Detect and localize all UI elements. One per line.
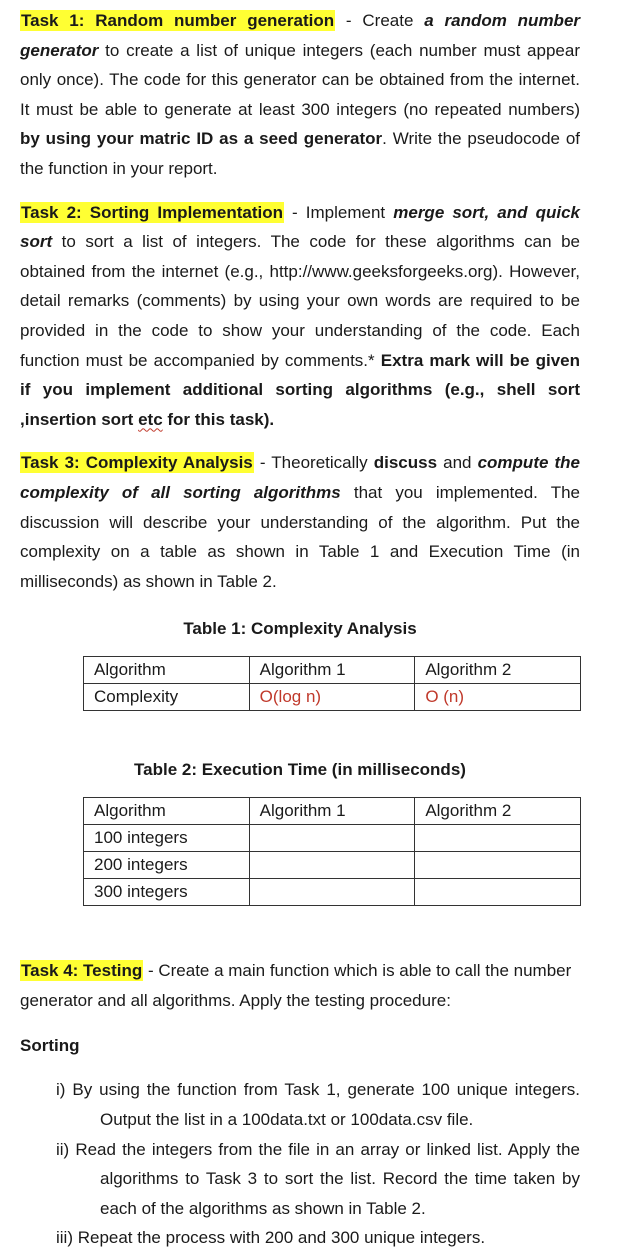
task1-heading: Task 1: Random number generation bbox=[21, 11, 335, 30]
testing-steps bbox=[20, 1075, 580, 1253]
table1-complexity bbox=[83, 656, 581, 711]
emphasis: merge sort, and quick sort bbox=[20, 202, 580, 252]
task1-paragraph bbox=[20, 6, 580, 184]
table-cell: 200 integers bbox=[84, 852, 250, 879]
table-cell: Algorithm bbox=[84, 798, 250, 825]
text: - Implement bbox=[283, 202, 394, 222]
task3-heading: Task 3: Complexity Analysis bbox=[21, 453, 253, 473]
list-item: i) By using the function from Task 1, generate 100 unique integers. Output the list in a 100data.txt or 100data.csv file. bbox=[56, 1080, 580, 1130]
table-row bbox=[84, 852, 581, 879]
text: to create a list of unique integers (each number must appear only once). The code for this generator can be obtained from the internet. It must be able to generate at least 300 integers (no repeated numbers) bbox=[20, 40, 580, 119]
table-cell: Algorithm 1 bbox=[249, 798, 415, 825]
table1-caption: Table 1: Complexity Analysis bbox=[183, 619, 417, 639]
bold-text: discuss bbox=[373, 453, 438, 473]
list-item: ii) Read the integers from the file in an array or linked list. Apply the algorithms to Task 3 to sort the list. Record the time taken by each of the algorithms as shown in Table 2. bbox=[56, 1139, 580, 1218]
table-cell bbox=[249, 825, 415, 852]
task2-paragraph bbox=[20, 198, 580, 435]
table-cell: O(log n) bbox=[249, 684, 415, 711]
table-cell: Algorithm 1 bbox=[249, 657, 415, 684]
table-row bbox=[84, 879, 581, 906]
task2-heading: Task 2: Sorting Implementation bbox=[21, 202, 283, 222]
emphasis: compute the complexity of all sorting algorithms bbox=[20, 453, 581, 502]
emphasis: a random number generator bbox=[20, 11, 581, 60]
table-cell bbox=[415, 879, 581, 906]
table-cell bbox=[249, 852, 415, 879]
task3-paragraph bbox=[20, 448, 580, 596]
table-row bbox=[84, 798, 581, 825]
task4-paragraph bbox=[20, 956, 580, 1015]
table-cell: Algorithm bbox=[84, 657, 250, 684]
text: that you implemented. The discussion will describe your understanding of the algorithm. Put the complexity on a table as shown in Table 1 and Execution Time (in milliseconds) as shown in Table 2. bbox=[20, 482, 580, 591]
spellcheck-word: etc bbox=[138, 409, 163, 429]
table-row bbox=[84, 684, 581, 711]
table-cell: 100 integers bbox=[84, 825, 250, 852]
sorting-subheading: Sorting bbox=[20, 1036, 80, 1056]
table-cell: Algorithm 2 bbox=[415, 798, 581, 825]
bold-text: Extra mark will be given if you implement additional sorting algorithms (e.g., shell sort ,insertion sort bbox=[20, 350, 580, 429]
text: to sort a list of integers. The code for these algorithms can be obtained from the internet (e.g., http://www.geeksforgeeks.org). However, detail remarks (comments) by using your own words are required to be provided in the code to show your understanding of the code. Each function must be accompanied by comments.* bbox=[20, 232, 580, 370]
table-cell: O (n) bbox=[415, 684, 581, 711]
list-item: iii) Repeat the process with 200 and 300 unique integers. bbox=[56, 1228, 486, 1248]
text: - Create a main function which is able to call the number generator and all algorithms. Apply the testing procedure: bbox=[20, 961, 572, 1010]
bold-text: by using your matric ID as a seed generator bbox=[20, 129, 383, 149]
table2-caption: Table 2: Execution Time (in milliseconds) bbox=[134, 760, 466, 780]
table-row bbox=[84, 657, 581, 684]
table-cell bbox=[249, 879, 415, 906]
text: and bbox=[437, 453, 478, 473]
bold-text: for this task). bbox=[162, 409, 275, 429]
table-cell bbox=[415, 825, 581, 852]
text: . Write the pseudocode of the function in your report. bbox=[20, 129, 580, 178]
table-cell: Complexity bbox=[84, 684, 250, 711]
text: - Theoretically bbox=[253, 453, 374, 473]
table-cell: Algorithm 2 bbox=[415, 657, 581, 684]
table-cell: 300 integers bbox=[84, 879, 250, 906]
table2-execution-time bbox=[83, 797, 581, 906]
task4-heading: Task 4: Testing bbox=[21, 961, 143, 981]
table-cell bbox=[415, 852, 581, 879]
table-row bbox=[84, 825, 581, 852]
document-page bbox=[20, 6, 580, 1253]
text: - Create bbox=[335, 11, 425, 30]
